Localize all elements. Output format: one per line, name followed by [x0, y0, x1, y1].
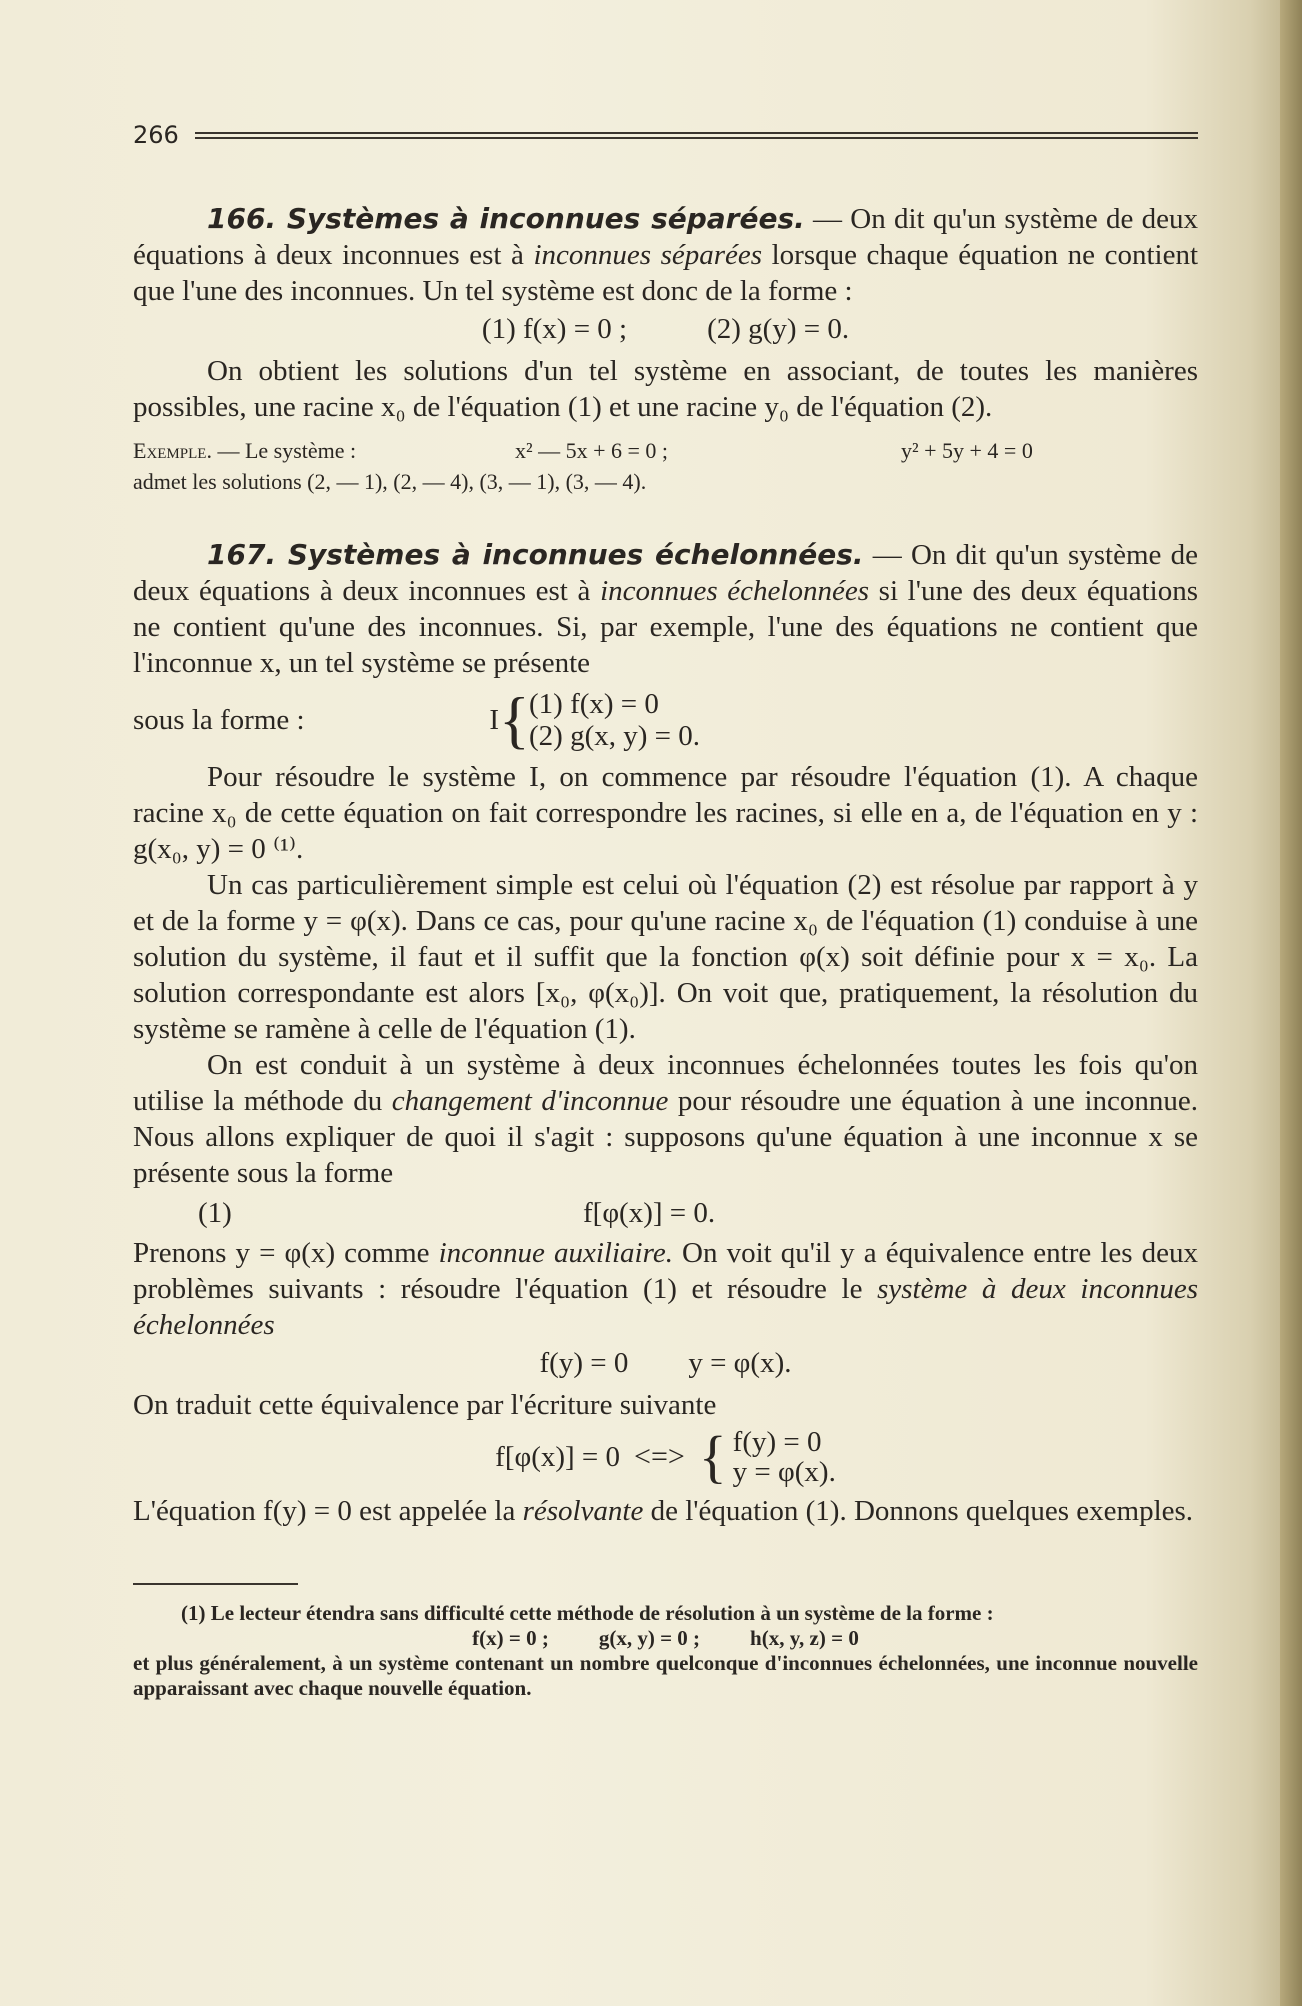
page-edge	[1280, 0, 1302, 2006]
equation-numbered	[133, 1195, 1198, 1231]
equivalence-line-2: y = φ(x).	[732, 1456, 836, 1488]
equation-number: (1)	[198, 1197, 232, 1229]
paragraph-case: Un cas particulièrement simple est celui où l'équation (2) est résolue par rapport à y et de la forme y = φ(x). Dans ce cas, pour qu'une racine x₀ de l'équation (1) conduise à une solution du système, il faut et il suffit que la fonction φ(x) soit définie pour x = x₀. La solution correspondante est alors [x₀, φ(x₀)]. On voit que, pratiquement, la résolution du système se ramène à celle de l'équation (1).	[133, 869, 1198, 1045]
header-rule	[195, 132, 1198, 139]
page-number: 266	[133, 121, 179, 149]
section-166-title: 166. Systèmes à inconnues séparées.	[207, 202, 805, 235]
text-run: L'équation f(y) = 0 est appelée la	[133, 1495, 523, 1527]
footnote-text-a: (1) Le lecteur étendra sans difficulté cette méthode de résolution à un système de la forme :	[181, 1601, 994, 1625]
text-run: pour résoudre une équation à une inconnue. Nous allons expliquer de quoi il s'agit : supposons qu'une équation à une inconnue x se présente sous la forme	[133, 1085, 1198, 1189]
example-block	[133, 435, 1198, 497]
system-line-1: (1) f(x) = 0	[529, 688, 659, 720]
brace-symbol: {	[499, 684, 530, 755]
equivalence-left: f[φ(x)] = 0	[495, 1441, 621, 1473]
emphasis: inconnues séparées	[533, 239, 763, 271]
example-solutions: admet les solutions (2, — 1), (2, — 4), (3, — 1), (3, — 4).	[133, 469, 647, 494]
example-label-group	[133, 435, 515, 466]
equation-resolvante: f(y) = 0	[539, 1347, 629, 1379]
running-header	[133, 115, 1198, 155]
emphasis: inconnue auxiliaire.	[438, 1237, 673, 1269]
footnote-rule	[133, 1583, 298, 1585]
system-lead-text: sous la forme :	[133, 704, 305, 736]
text-run: si l'une des deux équations ne contient qu'une des inconnues. Si, par exemple, l'une des équations ne contient que l'inconnue x, un tel système se présente	[133, 575, 1198, 679]
paragraph-prenons	[133, 1235, 1198, 1343]
paragraph-resolvante	[133, 1493, 1198, 1529]
equation-1: (1) f(x) = 0 ;	[481, 313, 628, 345]
footnote-text-b: et plus généralement, à un système contenant un nombre quelconque d'inconnues échelonnées, une inconnue nouvelle apparaissant avec chaque nouvelle équation.	[133, 1651, 1198, 1700]
equivalence-right	[733, 1427, 836, 1487]
section-167-intro	[133, 537, 1198, 681]
system-line-2: (2) g(x, y) = 0.	[529, 720, 700, 752]
emphasis: inconnues échelonnées	[600, 575, 870, 607]
example-row	[133, 435, 1198, 466]
paragraph-conduit	[133, 1047, 1198, 1191]
text-run: — On dit qu'un système de deux équations à deux inconnues est à	[133, 203, 1198, 271]
text-run: On voit qu'il y a équivalence entre les deux problèmes suivants : résoudre l'équation (1) et résoudre le	[133, 1237, 1198, 1305]
footnote-eq-c: h(x, y, z) = 0	[750, 1626, 859, 1650]
paragraph-traduit: On traduit cette équivalence par l'écriture suivante	[133, 1389, 717, 1421]
equation-pair-166	[133, 311, 1198, 347]
section-167-title: 167. Systèmes à inconnues échelonnées.	[207, 538, 864, 571]
equation-body: f[φ(x)] = 0.	[583, 1197, 716, 1229]
system-lines	[529, 688, 700, 752]
brace-symbol: {	[698, 1424, 727, 1489]
footnote-eq-a: f(x) = 0 ;	[472, 1626, 549, 1650]
equation-substitution: y = φ(x).	[688, 1347, 792, 1379]
example-equation-1: x² — 5x + 6 = 0 ;	[515, 438, 669, 463]
example-lead: — Le système :	[211, 438, 357, 463]
footnote	[133, 1601, 1198, 1701]
text-run: On est conduit à un système à deux inconnues échelonnées toutes les fois qu'on utilise la méthode du	[133, 1049, 1198, 1117]
system-I	[133, 681, 1198, 759]
emphasis: résolvante	[522, 1495, 644, 1527]
section-166-intro	[133, 201, 1198, 309]
emphasis: système à deux inconnues échelonnées	[133, 1273, 1198, 1341]
footnote-eq-b: g(x, y) = 0 ;	[598, 1626, 701, 1650]
page-content	[133, 115, 1198, 1701]
system-roman-numeral: I	[489, 704, 499, 736]
equation-pair-167	[133, 1345, 1198, 1381]
example-label: Exemple.	[133, 438, 212, 463]
equivalence-arrow: <=>	[634, 1440, 685, 1473]
paragraph-solve: Pour résoudre le système I, on commence par résoudre l'équation (1). A chaque racine x₀ de cette équation on fait correspondre les racines, si elle en a, de l'équation en y : g(x₀, y) = 0 ⁽¹⁾.	[133, 761, 1198, 865]
equation-2: (2) g(y) = 0.	[707, 313, 850, 345]
equivalence-line-1: f(y) = 0	[732, 1426, 822, 1458]
text-run: de l'équation (1). Donnons quelques exemples.	[643, 1495, 1194, 1527]
emphasis: changement d'inconnue	[391, 1085, 669, 1117]
text-run: lorsque chaque équation ne contient que l'une des inconnues. Un tel système est donc de la forme :	[133, 239, 1198, 307]
footnote-equations	[133, 1626, 1198, 1651]
example-equation-2: y² + 5y + 4 = 0	[901, 438, 1033, 463]
text-run: — On dit qu'un système de deux équations à deux inconnues est à	[133, 539, 1198, 607]
section-166-paragraph: On obtient les solutions d'un tel système en associant, de toutes les manières possibles, une racine x₀ de l'équation (1) et une racine y₀ de l'équation (2).	[133, 355, 1198, 423]
equivalence-display	[133, 1424, 1198, 1489]
text-run: Prenons y = φ(x) comme	[133, 1237, 439, 1269]
